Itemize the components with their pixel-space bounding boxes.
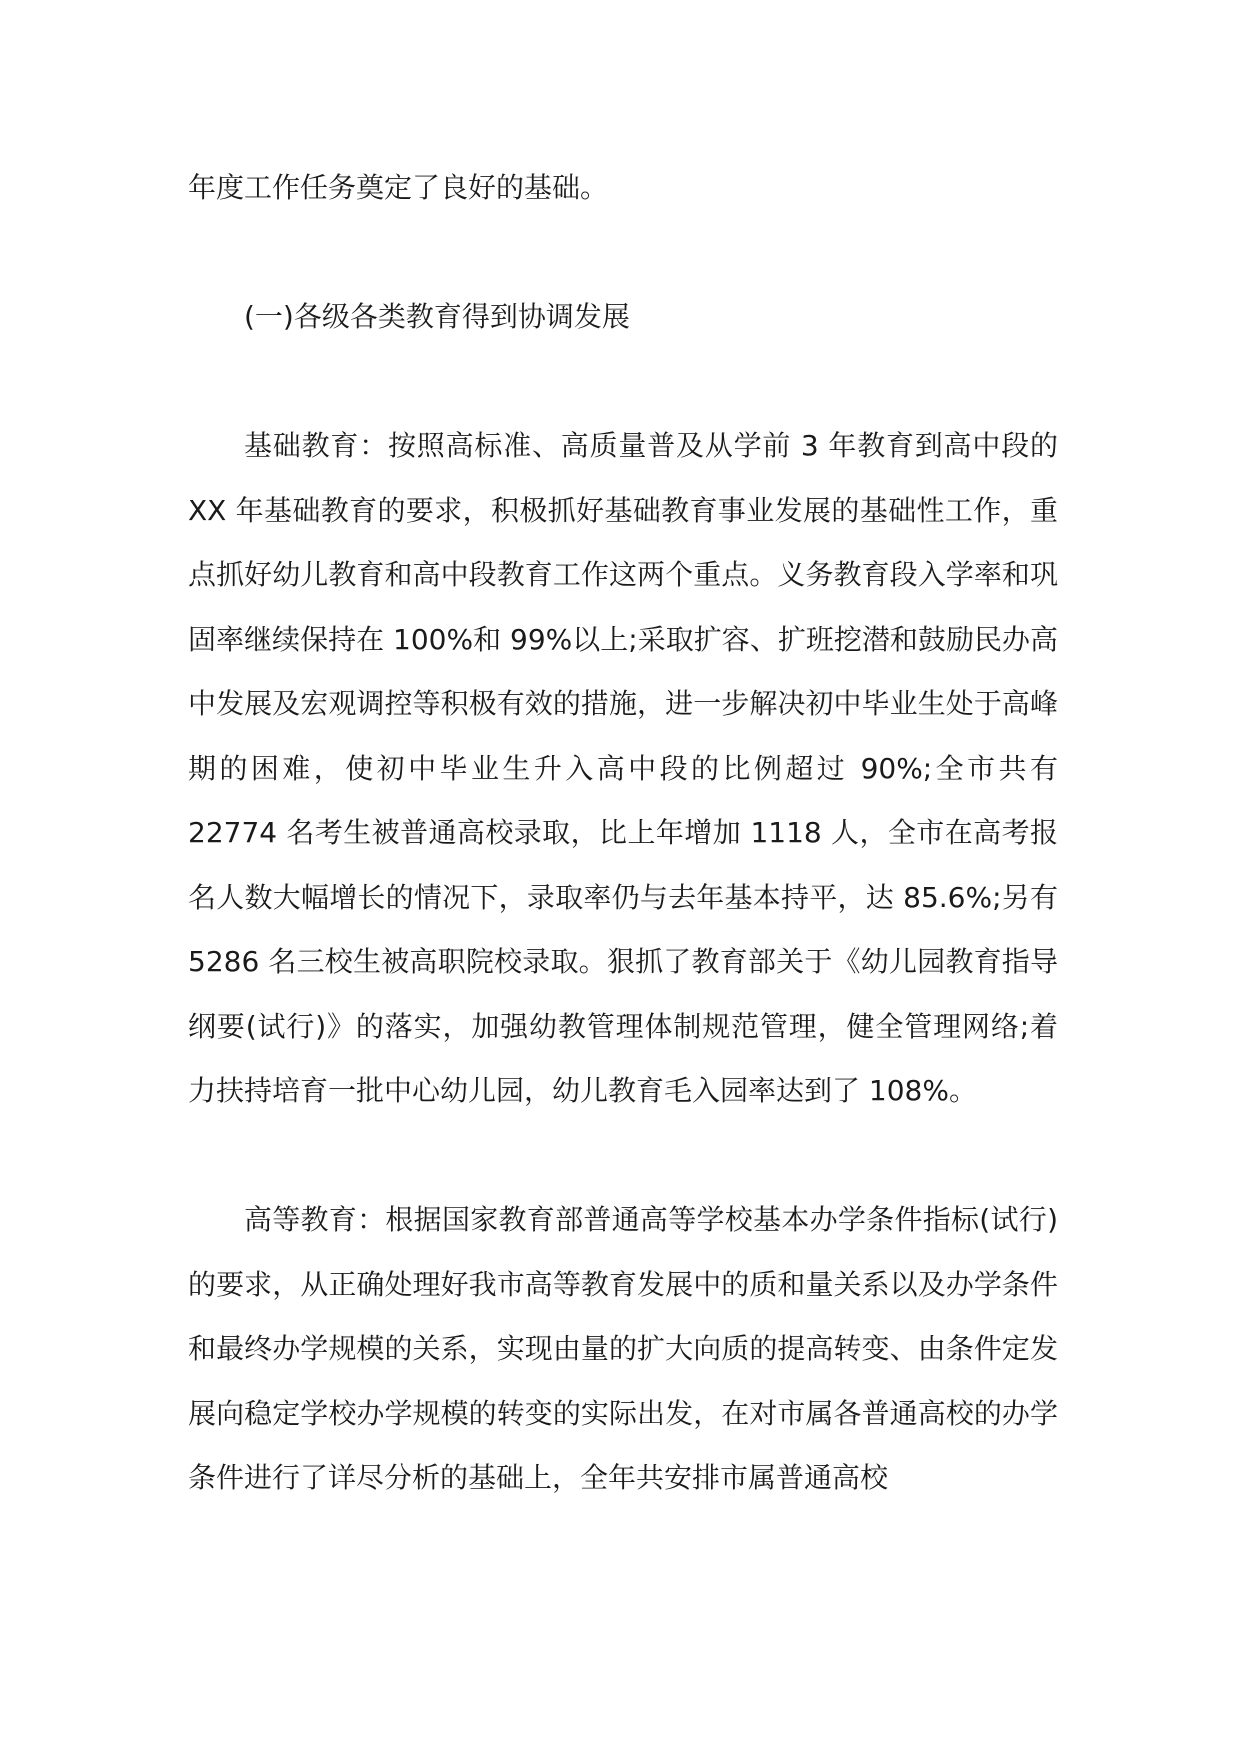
paragraph-spacer (188, 221, 1058, 286)
paragraph-spacer (188, 350, 1058, 415)
paragraph-higher-education: 高等教育：根据国家教育部普通高等学校基本办学条件指标(试行)的要求，从正确处理好我市高等教育发展中的质和量关系以及办学条件和最终办学规模的关系，实现由量的扩大向质的提高转变、由条件定发展向稳定学校办学规模的转变的实际出发，在对市属各普通高校的办学条件进行了详尽分析的基础上，全年共安排市属普通高校 (188, 1203, 1058, 1494)
paragraph-spacer (188, 1124, 1058, 1189)
document-body (188, 156, 1058, 1511)
paragraph-continuation: 年度工作任务奠定了良好的基础。 (188, 171, 609, 204)
paragraph-basic-education: 基础教育：按照高标准、高质量普及从学前 3 年教育到高中段的 XX 年基础教育的要求，积极抓好基础教育事业发展的基础性工作，重点抓好幼儿教育和高中段教育工作这两个重点。义务教育段入学率和巩固率继续保持在 100%和 99%以上;采取扩容、扩班挖潜和鼓励民办高中发展及宏观调控等积极有效的措施，进一步解决初中毕业生处于高峰期的困难，使初中毕业生升入高中段的比例超过 90%;全市共有 22774 名考生被普通高校录取，比上年增加 1118 人，全市在高考报名人数大幅增长的情况下，录取率仍与去年基本持平，达 85.6%;另有 5286 名三校生被高职院校录取。狠抓了教育部关于《幼儿园教育指导纲要(试行)》的落实，加强幼教管理体制规范管理，健全管理网络;着力扶持培育一批中心幼儿园，幼儿教育毛入园率达到了 108%。 (188, 429, 1058, 1107)
section-heading: (一)各级各类教育得到协调发展 (244, 300, 630, 333)
